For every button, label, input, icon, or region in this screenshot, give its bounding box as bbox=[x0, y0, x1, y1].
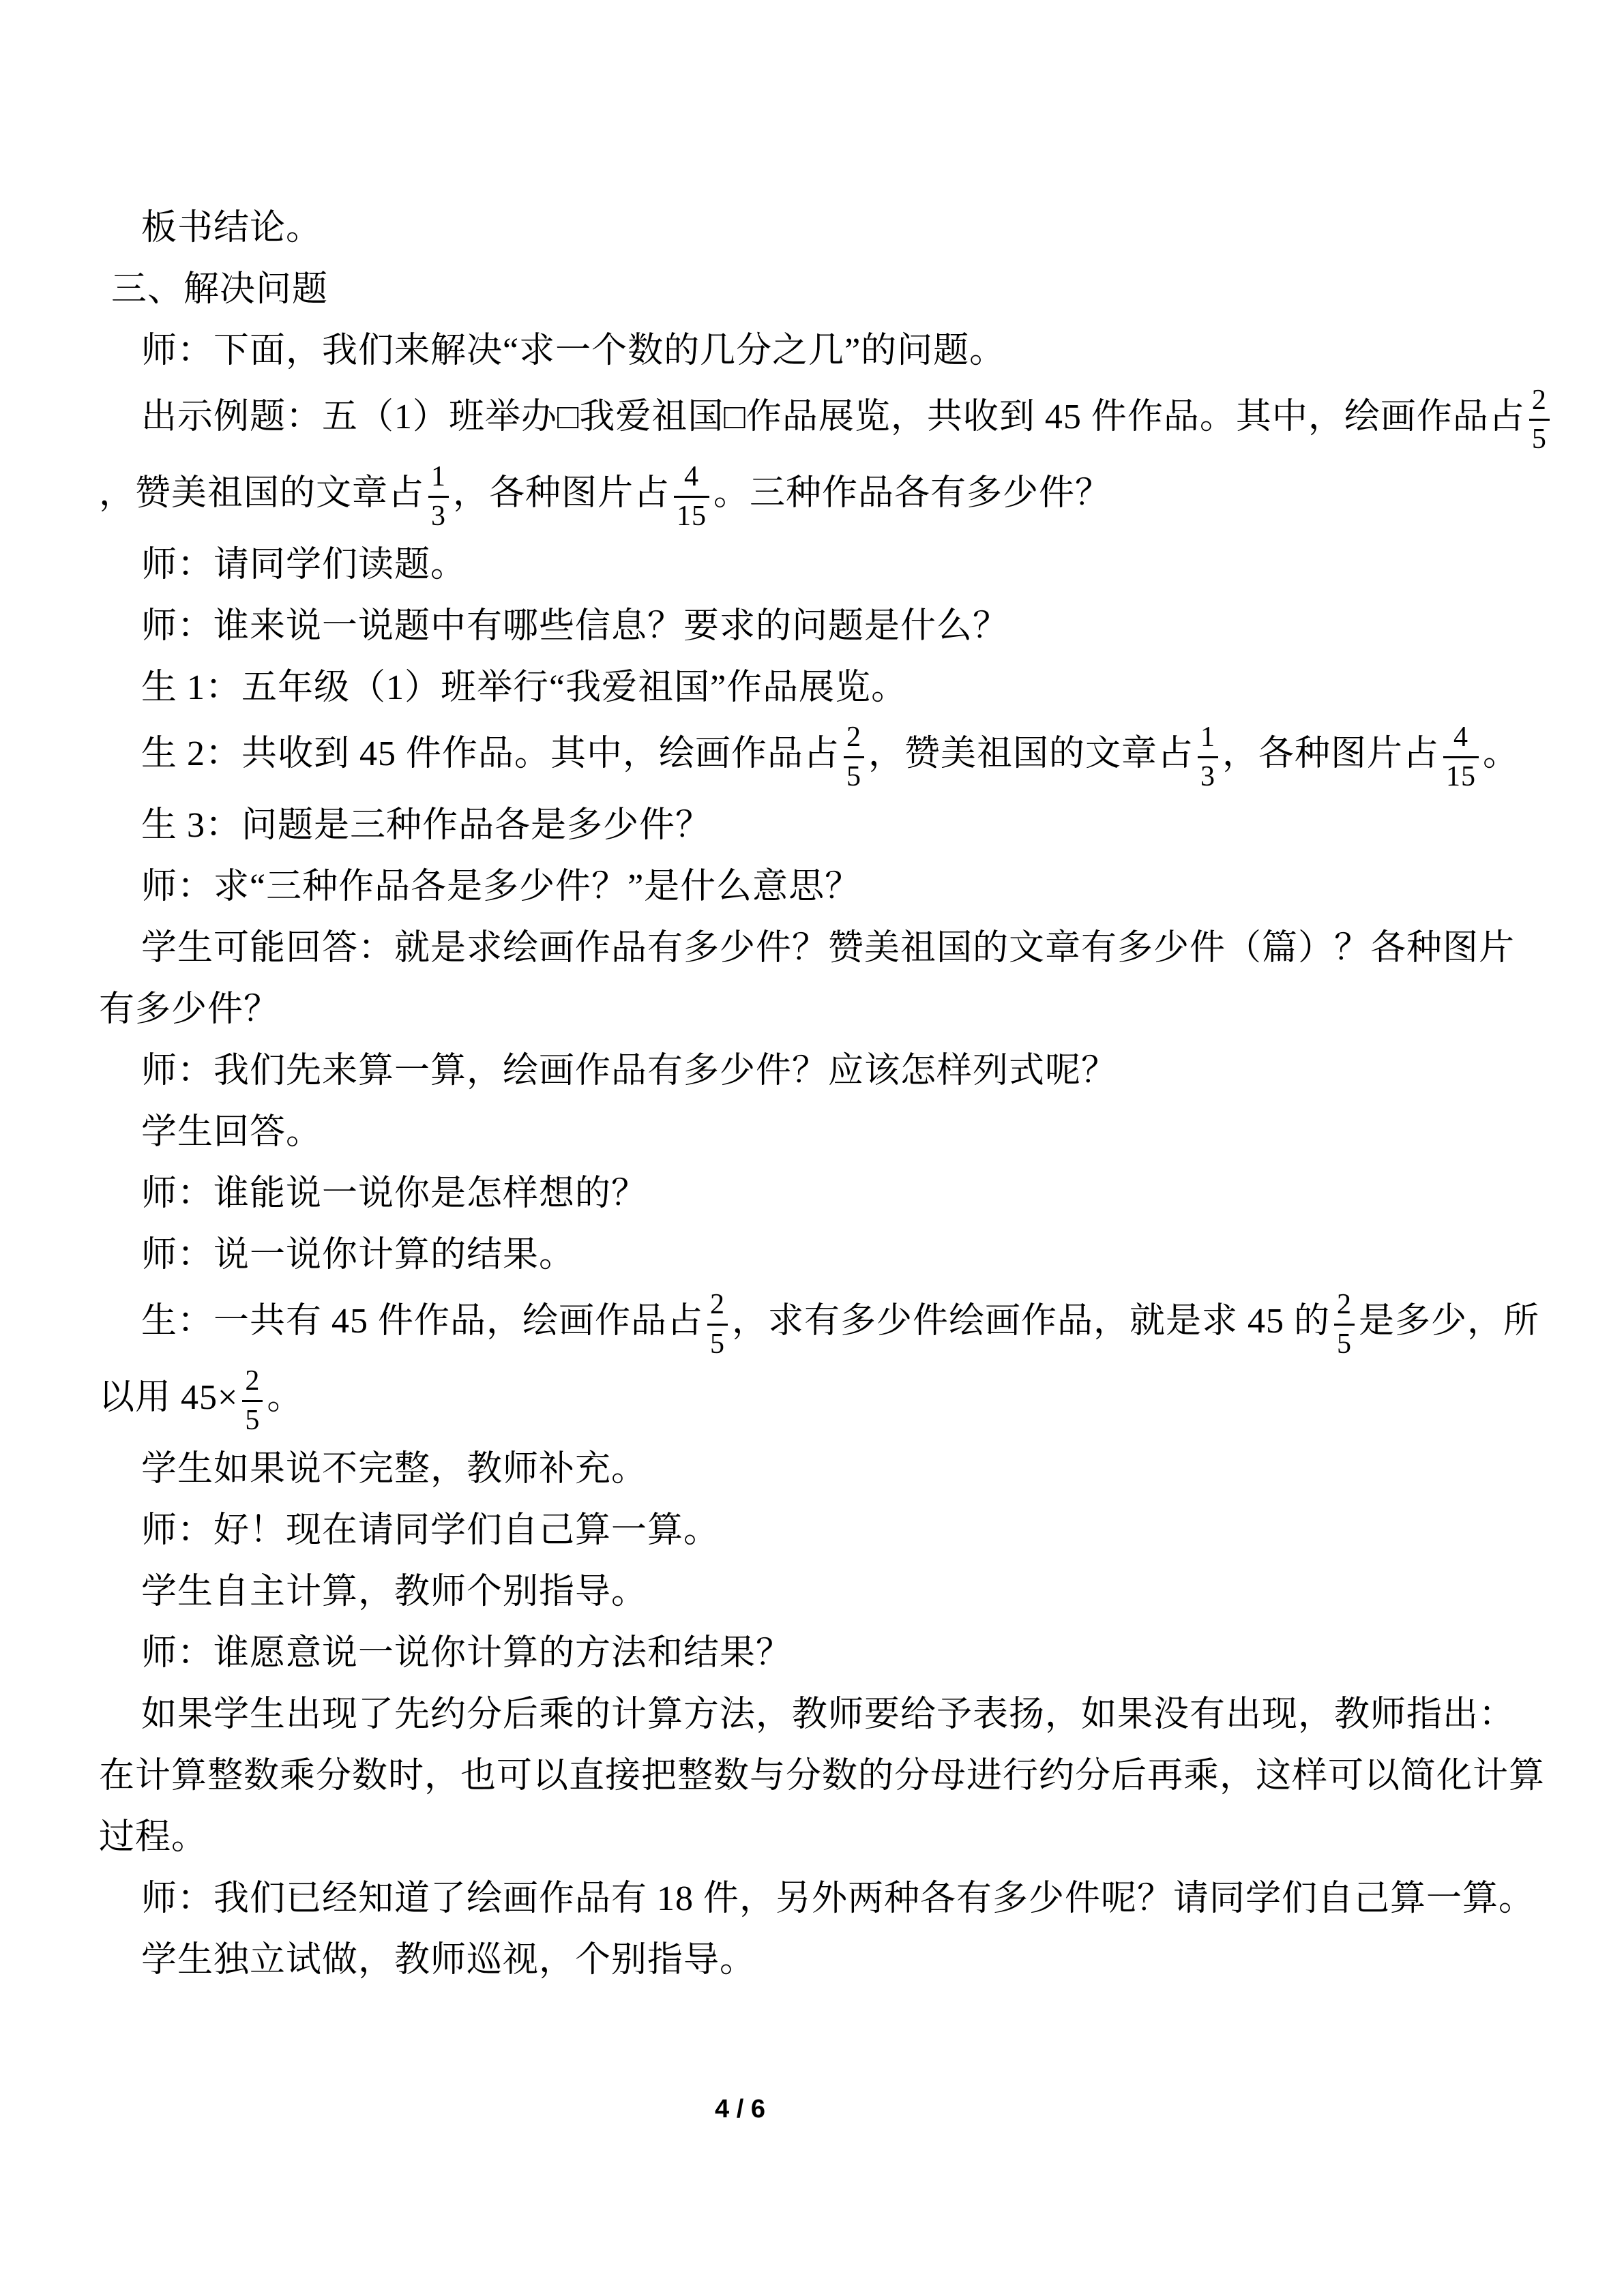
paragraph-13: 学生回答。 bbox=[141, 1113, 323, 1152]
fraction-2-5: $\frac{2}{5}$ bbox=[844, 719, 864, 795]
paragraph-23: 学生独立试做，教师巡视，个别指导。 bbox=[141, 1940, 756, 1980]
fraction-2-5: $\frac{2}{5}$ bbox=[707, 1286, 728, 1362]
paragraph-17: 学生如果说不完整，教师补充。 bbox=[141, 1450, 648, 1489]
paragraph-7: 生 1：五年级（1）班举行“我爱祖国”作品展览。 bbox=[141, 668, 908, 708]
paragraph-12: 师：我们先来算一算，绘画作品有多少件？应该怎样列式呢？ bbox=[141, 1052, 1118, 1091]
paragraph-19: 学生自主计算，教师个别指导。 bbox=[141, 1572, 648, 1612]
paragraph-10: 师：求“三种作品各是多少件？”是什么意思？ bbox=[141, 867, 861, 907]
paragraph-15: 师：说一说你计算的结果。 bbox=[141, 1235, 576, 1274]
paragraph-14: 师：谁能说一说你是怎样想的？ bbox=[141, 1174, 648, 1213]
fraction-1-3: $\frac{1}{3}$ bbox=[1198, 719, 1218, 795]
fraction-2-5: $\frac{2}{5}$ bbox=[242, 1362, 263, 1439]
fraction-4-15: $\frac{4}{15}$ bbox=[1443, 719, 1479, 795]
paragraph-5: 师：请同学们读题。 bbox=[141, 546, 467, 585]
paragraph-22: 师：我们已经知道了绘画作品有 18 件，另外两种各有多少件呢？请同学们自己算一算。 bbox=[141, 1879, 1535, 1918]
paragraph-8: 生 2：共收到 45 件作品。其中，绘画作品占 $\frac{2}{5}$ ，赞美祖国的文章占 $\frac{1}{3}$ ，各种图片占 $\frac{4}{15}$ 。 bbox=[99, 719, 1620, 795]
paragraph-18: 师：好！现在请同学们自己算一算。 bbox=[141, 1511, 720, 1551]
fraction-4-15: $\frac{4}{15}$ bbox=[674, 458, 709, 535]
fraction-2-5: $\frac{2}{5}$ bbox=[1334, 1286, 1355, 1362]
fraction-2-5: $\frac{2}{5}$ bbox=[1529, 382, 1550, 458]
paragraph-11: 学生可能回答：就是求绘画作品有多少件？赞美祖国的文章有多少件（篇）？各种图片 有多少件？ bbox=[99, 929, 1516, 1030]
paragraph-16: 生：一共有 45 件作品，绘画作品占 $\frac{2}{5}$ ，求有多少件绘画作品，就是求 45 的 $\frac{2}{5}$ 是多少，所 以用 45× $\frac{2}{5}$ 。 bbox=[99, 1286, 1620, 1439]
document-body bbox=[99, 198, 1620, 1991]
paragraph-6: 师：谁来说一说题中有哪些信息？要求的问题是什么？ bbox=[141, 607, 1009, 646]
paragraph-3: 师：下面，我们来解决“求一个数的几分之几”的问题。 bbox=[141, 331, 1006, 370]
page-number: 4 / 6 bbox=[715, 2095, 765, 2123]
paragraph-9: 生 3：问题是三种作品各是多少件？ bbox=[141, 806, 712, 846]
paragraph-4: 出示例题：五（1）班举办□我爱祖国□作品展览，共收到 45 件作品。其中，绘画作品占 $\frac{2}{5}$ ，赞美祖国的文章占 $\frac{1}{3}$ ，各种图片占 $\frac{4}{15}$ 。三种作品各有多少件？ bbox=[99, 382, 1620, 535]
section-heading: 三、解决问题 bbox=[111, 269, 329, 309]
paragraph-20: 师：谁愿意说一说你计算的方法和结果？ bbox=[141, 1634, 793, 1673]
paragraph-1: 板书结论。 bbox=[141, 209, 323, 248]
fraction-1-3: $\frac{1}{3}$ bbox=[428, 458, 449, 535]
paragraph-21: 如果学生出现了先约分后乘的计算方法，教师要给予表扬，如果没有出现，教师指出： 在计算整数乘分数时，也可以直接把整数与分数的分母进行约分后再乘，这样可以简化计算 过程。 bbox=[99, 1695, 1546, 1857]
page-footer bbox=[0, 2095, 1480, 2124]
